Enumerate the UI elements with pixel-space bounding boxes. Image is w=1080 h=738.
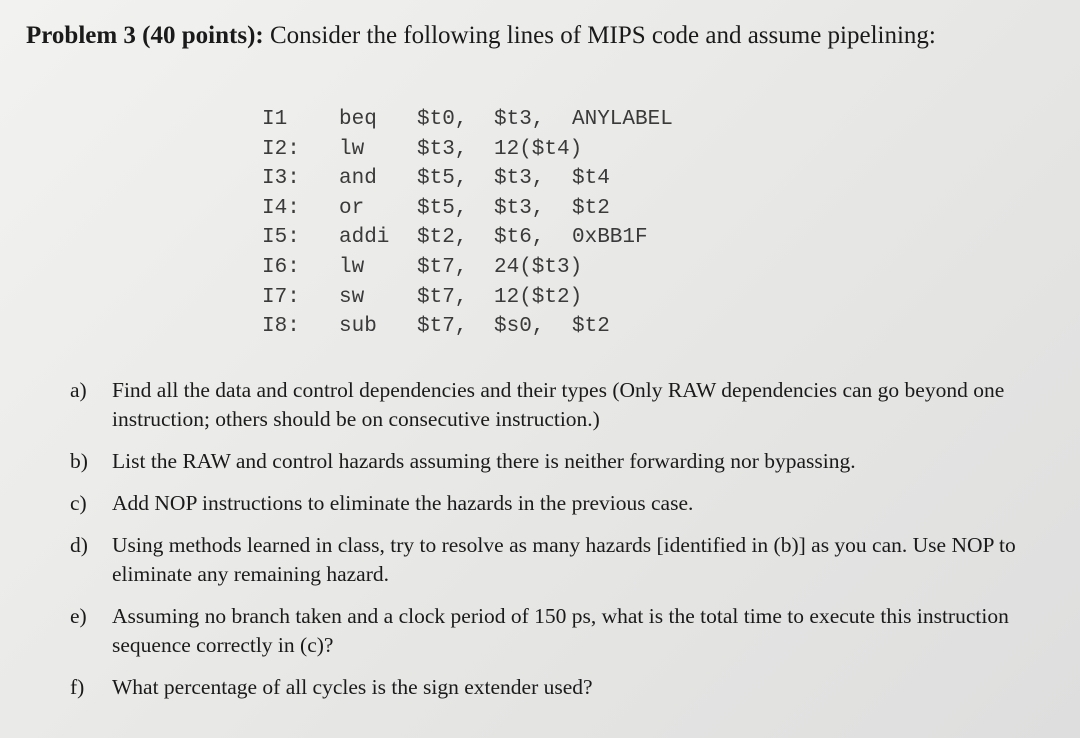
question-text: Add NOP instructions to eliminate the hazards in the previous case.: [112, 491, 694, 515]
operand-1: $t3,: [417, 137, 468, 161]
opcode: sub: [339, 315, 377, 339]
operand-3: $t4: [572, 167, 610, 191]
operand-2: 24($t3): [494, 255, 583, 279]
question-item: [70, 489, 1060, 518]
question-letter: b): [70, 449, 88, 473]
operand-3: ANYLABEL: [572, 108, 673, 131]
operand-1: $t2,: [417, 226, 468, 250]
operand-2: 12($t4): [494, 137, 583, 161]
question-text: What percentage of all cycles is the sign extender used?: [112, 675, 593, 699]
operand-2: $s0,: [494, 315, 545, 339]
instruction-label: I1: [262, 108, 288, 131]
question-text: Find all the data and control dependencies and their types (Only RAW dependencies can go beyond one instruction; others should be on consecutive instruction.): [112, 378, 1005, 431]
question-item: [70, 602, 1060, 660]
instruction-label: I5:: [262, 226, 300, 250]
question-text: List the RAW and control hazards assuming there is neither forwarding nor bypassing.: [112, 449, 856, 473]
operand-1: $t5,: [417, 196, 468, 220]
opcode: sw: [339, 285, 365, 309]
question-letter: e): [70, 604, 87, 628]
operand-1: $t7,: [417, 315, 468, 339]
opcode: beq: [339, 108, 377, 131]
question-item: [70, 376, 1060, 434]
operand-1: $t7,: [417, 255, 468, 279]
opcode: addi: [339, 226, 390, 250]
question-text: Using methods learned in class, try to resolve as many hazards [identified in (b)] as you can. Use NOP to eliminate any remaining hazard.: [112, 533, 1016, 586]
question-item: [70, 447, 1060, 476]
instruction-label: I6:: [262, 255, 300, 279]
question-text: Assuming no branch taken and a clock period of 150 ps, what is the total time to execute this instruction sequence correctly in (c)?: [112, 604, 1009, 657]
problem-title: [26, 22, 936, 50]
operand-3: 0xBB1F: [572, 226, 648, 250]
instruction-label: I8:: [262, 315, 300, 339]
instruction-label: I2:: [262, 137, 300, 161]
question-letter: d): [70, 533, 88, 557]
question-item: [70, 531, 1060, 589]
opcode: or: [339, 196, 365, 220]
question-list: [70, 376, 1060, 715]
opcode: lw: [339, 137, 365, 161]
operand-2: $t3,: [494, 167, 545, 191]
instruction-label: I4:: [262, 196, 300, 220]
operand-2: $t3,: [494, 108, 545, 131]
question-letter: a): [70, 378, 87, 402]
question-letter: c): [70, 491, 87, 515]
instruction-label: I7:: [262, 285, 300, 309]
operand-1: $t5,: [417, 167, 468, 191]
operand-2: 12($t2): [494, 285, 583, 309]
opcode: and: [339, 167, 377, 191]
problem-label: Problem 3 (40 points):: [26, 22, 264, 49]
problem-intro: Consider the following lines of MIPS code and assume pipelining:: [269, 22, 936, 49]
operand-2: $t3,: [494, 196, 545, 220]
operand-1: $t7,: [417, 285, 468, 309]
operand-2: $t6,: [494, 226, 545, 250]
operand-1: $t0,: [417, 108, 468, 131]
question-letter: f): [70, 675, 85, 699]
operand-3: $t2: [572, 196, 610, 220]
opcode: lw: [339, 255, 365, 279]
operand-3: $t2: [572, 315, 610, 339]
question-item: [70, 673, 1060, 702]
instruction-label: I3:: [262, 167, 300, 191]
